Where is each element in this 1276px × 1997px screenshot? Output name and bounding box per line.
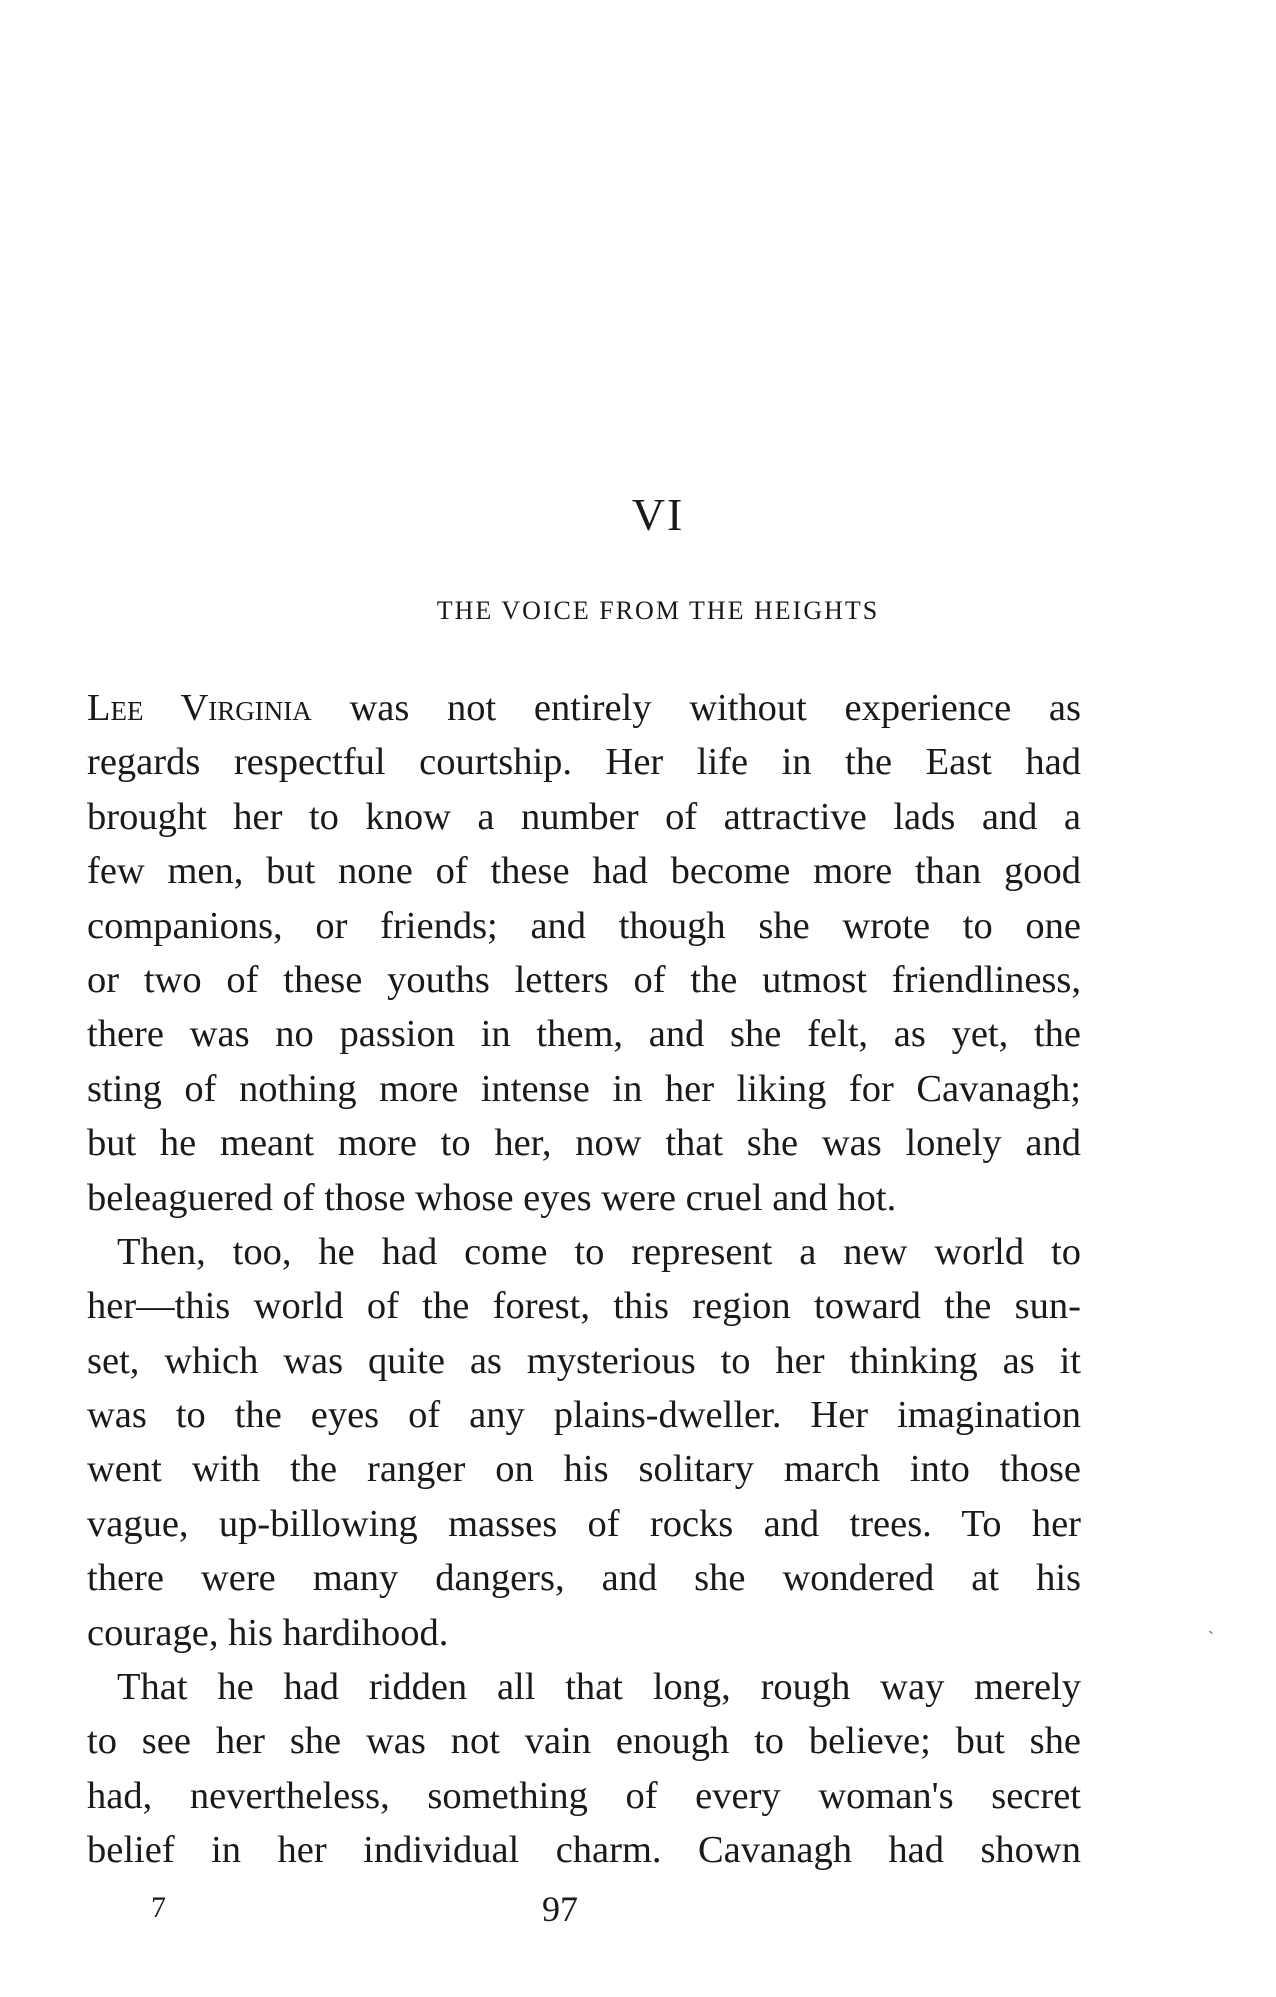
paragraph-line: Then, too, he had come to represent a new world to <box>117 1230 1081 1273</box>
opening-small-caps: Lee Virginia <box>87 687 312 729</box>
chapter-title: THE VOICE FROM THE HEIGHTS <box>436 596 880 625</box>
paragraph-line: brought her to know a number of attractive lads and a <box>87 795 1081 838</box>
stray-mark: ` <box>1208 1628 1214 1648</box>
paragraph-line: or two of these youths letters of the utmost friendliness, <box>87 958 1081 1001</box>
paragraph-line: companions, or friends; and though she wrote to one <box>87 904 1081 947</box>
body-text <box>87 681 1081 1878</box>
paragraph-line: set, which was quite as mysterious to her thinking as it <box>87 1339 1081 1382</box>
paragraph-line: but he meant more to her, now that she was lonely and <box>87 1122 1081 1165</box>
paragraph-line: courage, his hardihood. <box>87 1611 449 1654</box>
paragraph-line: few men, but none of these had become more than good <box>87 850 1081 893</box>
paragraph-line: That he had ridden all that long, rough way merely <box>117 1666 1081 1709</box>
paragraph-line: there was no passion in them, and she felt, as yet, the <box>87 1013 1081 1056</box>
paragraph-line: beleaguered of those whose eyes were cruel and hot. <box>87 1176 897 1219</box>
opening-rest: was not entirely without experience as <box>311 687 1081 729</box>
paragraph-line: belief in her individual charm. Cavanagh had shown <box>87 1829 1081 1872</box>
paragraph-line: had, nevertheless, something of every woman's secret <box>87 1774 1081 1817</box>
paragraph-line: was to the eyes of any plains-dweller. Her imagination <box>87 1394 1081 1437</box>
paragraph-1-line-1 <box>87 681 1081 735</box>
paragraph-line: to see her she was not vain enough to believe; but she <box>87 1720 1081 1763</box>
paragraph-line: sting of nothing more intense in her liking for Cavanagh; <box>87 1067 1081 1110</box>
page-number: 97 <box>542 1889 578 1929</box>
paragraph-line: there were many dangers, and she wondered at his <box>87 1557 1081 1600</box>
paragraph-line: went with the ranger on his solitary march into those <box>87 1448 1081 1491</box>
paragraph-line: regards respectful courtship. Her life in the East had <box>87 741 1081 784</box>
paragraph-line: vague, up-billowing masses of rocks and trees. To her <box>87 1502 1081 1545</box>
signature-mark: 7 <box>151 1891 166 1924</box>
chapter-number: VI <box>631 489 685 540</box>
paragraph-line: her—this world of the forest, this region toward the sun- <box>87 1285 1081 1328</box>
